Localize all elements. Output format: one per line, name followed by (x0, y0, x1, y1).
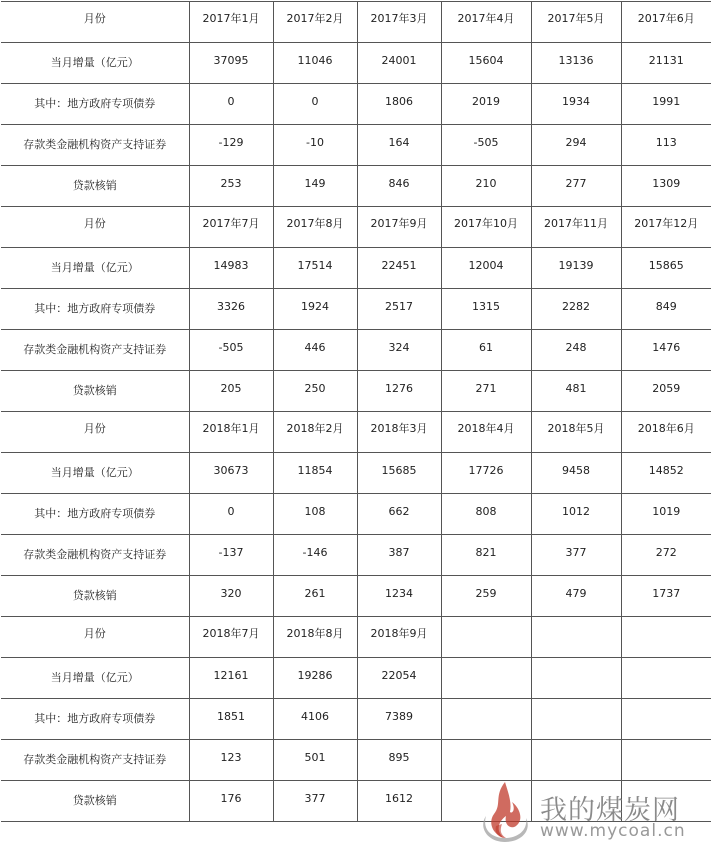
month-cell (441, 207, 531, 248)
value-cell (189, 699, 273, 740)
cell-value: 259 (475, 587, 497, 600)
value-cell (273, 125, 357, 166)
month-label: 2017年9月 (370, 217, 428, 230)
month-cell (531, 207, 621, 248)
value-cell (531, 453, 621, 494)
value-cell (357, 330, 441, 371)
value-cell (621, 699, 711, 740)
value-cell (621, 248, 711, 289)
cell-value: 1234 (385, 587, 413, 600)
table-row (1, 576, 711, 617)
row-label-cell (1, 289, 189, 330)
value-cell (189, 371, 273, 412)
cell-value: 61 (479, 341, 493, 354)
month-header-row (1, 2, 711, 43)
cell-value: -505 (473, 136, 499, 149)
month-header-row (1, 412, 711, 453)
cell-value: 387 (388, 546, 410, 559)
value-cell (357, 43, 441, 84)
cell-value: 1612 (385, 792, 413, 805)
cell-value: 1476 (652, 341, 681, 354)
month-header-row (1, 617, 711, 658)
table-row (1, 84, 711, 125)
table-row (1, 658, 711, 699)
cell-value: 808 (475, 505, 497, 518)
table-row (1, 289, 711, 330)
month-label: 2017年2月 (286, 12, 344, 25)
month-label: 2017年3月 (370, 12, 428, 25)
row-label: 其中：地方政府专项债券 (34, 507, 156, 520)
table-row (1, 453, 711, 494)
value-cell (621, 658, 711, 699)
value-cell (189, 453, 273, 494)
value-cell (441, 535, 531, 576)
cell-value: 108 (304, 505, 326, 518)
cell-value: 123 (220, 751, 242, 764)
flame-logo-icon (472, 776, 538, 846)
value-cell (189, 43, 273, 84)
cell-value: 271 (475, 382, 497, 395)
cell-value: -129 (218, 136, 244, 149)
row-label-cell (1, 535, 189, 576)
data-table (1, 1, 711, 822)
value-cell (189, 576, 273, 617)
cell-value: 662 (388, 505, 410, 518)
cell-value: 149 (304, 177, 326, 190)
value-cell (189, 166, 273, 207)
value-cell (531, 166, 621, 207)
value-cell (357, 371, 441, 412)
cell-value: 13136 (558, 54, 594, 67)
row-label-cell (1, 43, 189, 84)
value-cell (273, 699, 357, 740)
value-cell (621, 125, 711, 166)
month-cell (273, 617, 357, 658)
value-cell (189, 494, 273, 535)
row-label-cell (1, 2, 189, 43)
value-cell (273, 43, 357, 84)
month-cell (531, 412, 621, 453)
month-label: 2018年5月 (547, 422, 605, 435)
cell-value: 849 (655, 300, 677, 313)
value-cell (531, 494, 621, 535)
value-cell (531, 43, 621, 84)
value-cell (621, 576, 711, 617)
cell-value: 11854 (297, 464, 333, 477)
month-cell (189, 207, 273, 248)
month-cell (441, 2, 531, 43)
value-cell (357, 84, 441, 125)
month-cell (273, 412, 357, 453)
value-cell (441, 453, 531, 494)
cell-value: 19286 (297, 669, 333, 682)
cell-value: 22054 (381, 669, 417, 682)
value-cell (189, 658, 273, 699)
row-label-cell (1, 494, 189, 535)
month-cell (357, 2, 441, 43)
value-cell (621, 289, 711, 330)
value-cell (273, 576, 357, 617)
row-label: 月份 (83, 217, 106, 230)
month-cell (441, 412, 531, 453)
value-cell (273, 494, 357, 535)
month-label: 2017年6月 (637, 12, 695, 25)
cell-value: 821 (475, 546, 497, 559)
value-cell (531, 658, 621, 699)
row-label: 贷款核销 (72, 384, 117, 397)
month-label: 2017年12月 (634, 217, 699, 230)
month-cell (189, 412, 273, 453)
cell-value: 15865 (648, 259, 684, 272)
watermark-site-url: www.mycoal.cn (540, 821, 686, 841)
value-cell (441, 289, 531, 330)
table-row (1, 125, 711, 166)
table-row (1, 494, 711, 535)
cell-value: 1924 (301, 300, 329, 313)
cell-value: 1737 (652, 587, 681, 600)
row-label: 存款类金融机构资产支持证券 (23, 343, 167, 356)
cell-value: 3326 (217, 300, 245, 313)
row-label-cell (1, 330, 189, 371)
row-label: 存款类金融机构资产支持证券 (23, 548, 167, 561)
row-label: 存款类金融机构资产支持证券 (23, 753, 167, 766)
value-cell (621, 84, 711, 125)
cell-value (442, 740, 531, 751)
cell-value: 846 (388, 177, 410, 190)
month-cell (531, 2, 621, 43)
cell-value: 2282 (562, 300, 590, 313)
cell-value: 15604 (468, 54, 504, 67)
value-cell (357, 740, 441, 781)
cell-value (622, 699, 712, 710)
cell-value: 4106 (301, 710, 329, 723)
value-cell (273, 781, 357, 822)
month-cell (357, 617, 441, 658)
value-cell (621, 494, 711, 535)
month-label: 2018年4月 (457, 422, 515, 435)
row-label: 当月增量（亿元） (50, 56, 139, 69)
cell-value: 277 (565, 177, 587, 190)
cell-value: 7389 (385, 710, 413, 723)
value-cell (273, 658, 357, 699)
value-cell (441, 330, 531, 371)
cell-value: 21131 (648, 54, 684, 67)
cell-value (532, 658, 621, 669)
watermark-site-name: 我的煤炭网 (540, 795, 680, 826)
value-cell (189, 248, 273, 289)
value-cell (357, 453, 441, 494)
value-cell (531, 125, 621, 166)
row-label: 月份 (83, 627, 106, 640)
value-cell (441, 371, 531, 412)
cell-value: 30673 (213, 464, 249, 477)
cell-value: 895 (388, 751, 410, 764)
month-label: 2018年7月 (202, 627, 260, 640)
month-cell (357, 412, 441, 453)
month-label: 2017年10月 (454, 217, 518, 230)
value-cell (531, 535, 621, 576)
cell-value: 0 (227, 95, 235, 108)
row-label-cell (1, 658, 189, 699)
row-label: 贷款核销 (72, 589, 117, 602)
month-label: 2018年1月 (202, 422, 260, 435)
value-cell (357, 289, 441, 330)
cell-value: -146 (302, 546, 328, 559)
row-label-cell (1, 207, 189, 248)
table-row (1, 699, 711, 740)
month-label (622, 617, 712, 625)
value-cell (531, 289, 621, 330)
cell-value: 377 (304, 792, 326, 805)
row-label: 存款类金融机构资产支持证券 (23, 138, 167, 151)
cell-value: 1276 (385, 382, 413, 395)
value-cell (441, 248, 531, 289)
row-label-cell (1, 412, 189, 453)
cell-value: 14852 (648, 464, 684, 477)
cell-value: 1991 (652, 95, 681, 108)
cell-value: 37095 (213, 54, 249, 67)
cell-value: 481 (565, 382, 587, 395)
value-cell (357, 781, 441, 822)
month-label: 2017年11月 (544, 217, 608, 230)
month-label: 2017年7月 (202, 217, 260, 230)
value-cell (189, 289, 273, 330)
value-cell (441, 576, 531, 617)
cell-value: 2517 (385, 300, 413, 313)
value-cell (189, 740, 273, 781)
value-cell (273, 535, 357, 576)
value-cell (621, 166, 711, 207)
value-cell (441, 43, 531, 84)
cell-value: 324 (388, 341, 410, 354)
month-label (442, 617, 531, 625)
cell-value: 24001 (381, 54, 417, 67)
month-cell (621, 2, 711, 43)
value-cell (531, 248, 621, 289)
table-row (1, 371, 711, 412)
cell-value: 479 (565, 587, 587, 600)
month-label: 2018年6月 (637, 422, 695, 435)
month-label: 2018年3月 (370, 422, 428, 435)
value-cell (273, 330, 357, 371)
value-cell (273, 740, 357, 781)
value-cell (531, 84, 621, 125)
month-label: 2017年8月 (286, 217, 344, 230)
value-cell (357, 125, 441, 166)
value-cell (273, 84, 357, 125)
value-cell (273, 453, 357, 494)
table-row (1, 166, 711, 207)
row-label-cell (1, 699, 189, 740)
cell-value: 164 (388, 136, 410, 149)
value-cell (357, 576, 441, 617)
row-label: 当月增量（亿元） (50, 261, 139, 274)
row-label: 其中：地方政府专项债券 (34, 302, 156, 315)
cell-value (622, 740, 712, 751)
cell-value: -505 (218, 341, 244, 354)
value-cell (441, 84, 531, 125)
row-label-cell (1, 371, 189, 412)
row-label-cell (1, 453, 189, 494)
value-cell (357, 248, 441, 289)
value-cell (357, 699, 441, 740)
month-cell (531, 617, 621, 658)
cell-value: 1315 (472, 300, 500, 313)
value-cell (273, 289, 357, 330)
row-label-cell (1, 84, 189, 125)
cell-value: 11046 (297, 54, 333, 67)
row-label-cell (1, 740, 189, 781)
value-cell (357, 166, 441, 207)
table-row (1, 43, 711, 84)
row-label: 月份 (83, 422, 106, 435)
cell-value: 17726 (468, 464, 504, 477)
value-cell (189, 535, 273, 576)
value-cell (531, 576, 621, 617)
month-cell (273, 2, 357, 43)
cell-value: 1934 (562, 95, 590, 108)
month-label: 2017年4月 (457, 12, 515, 25)
value-cell (189, 330, 273, 371)
row-label-cell (1, 248, 189, 289)
cell-value: 210 (475, 177, 497, 190)
mycoal-watermark (468, 772, 713, 849)
row-label: 贷款核销 (72, 179, 117, 192)
cell-value: 250 (304, 382, 326, 395)
cell-value: 12161 (213, 669, 249, 682)
cell-value: 1851 (217, 710, 245, 723)
month-label: 2017年5月 (547, 12, 605, 25)
cell-value: 2019 (472, 95, 500, 108)
row-label: 当月增量（亿元） (50, 671, 139, 684)
row-label: 其中：地方政府专项债券 (34, 97, 156, 110)
row-label: 贷款核销 (72, 794, 117, 807)
value-cell (189, 84, 273, 125)
row-label-cell (1, 125, 189, 166)
table-row (1, 535, 711, 576)
cell-value: 12004 (468, 259, 504, 272)
cell-value: 1012 (562, 505, 590, 518)
month-cell (621, 412, 711, 453)
cell-value: 253 (220, 177, 242, 190)
value-cell (189, 125, 273, 166)
table-body (1, 2, 711, 822)
cell-value: 14983 (213, 259, 249, 272)
month-cell (273, 207, 357, 248)
month-label: 2017年1月 (202, 12, 260, 25)
month-label: 2018年9月 (370, 627, 428, 640)
month-cell (189, 617, 273, 658)
value-cell (441, 494, 531, 535)
cell-value: 0 (311, 95, 319, 108)
cell-value: 22451 (381, 259, 417, 272)
value-cell (621, 330, 711, 371)
value-cell (621, 453, 711, 494)
month-label: 2018年2月 (286, 422, 344, 435)
cell-value (532, 740, 621, 751)
cell-value (442, 658, 531, 669)
value-cell (441, 125, 531, 166)
value-cell (621, 535, 711, 576)
cell-value: 113 (655, 136, 677, 149)
cell-value (442, 699, 531, 710)
value-cell (441, 658, 531, 699)
month-header-row (1, 207, 711, 248)
month-cell (621, 207, 711, 248)
row-label-cell (1, 166, 189, 207)
value-cell (531, 699, 621, 740)
month-cell (189, 2, 273, 43)
value-cell (441, 166, 531, 207)
value-cell (273, 248, 357, 289)
cell-value: 377 (565, 546, 587, 559)
row-label-cell (1, 617, 189, 658)
row-label-cell (1, 576, 189, 617)
value-cell (531, 371, 621, 412)
cell-value: 15685 (381, 464, 417, 477)
table-row (1, 248, 711, 289)
cell-value: 9458 (562, 464, 590, 477)
cell-value (622, 658, 712, 669)
cell-value: 1806 (385, 95, 413, 108)
cell-value: 294 (565, 136, 587, 149)
cell-value: 272 (655, 546, 677, 559)
cell-value: 501 (304, 751, 326, 764)
month-label (532, 617, 621, 625)
cell-value (532, 699, 621, 710)
cell-value: 205 (220, 382, 242, 395)
month-cell (357, 207, 441, 248)
value-cell (357, 535, 441, 576)
value-cell (273, 166, 357, 207)
cell-value: 320 (220, 587, 242, 600)
value-cell (621, 43, 711, 84)
cell-value: 17514 (297, 259, 333, 272)
value-cell (357, 658, 441, 699)
cell-value: 1019 (652, 505, 681, 518)
row-label: 当月增量（亿元） (50, 466, 139, 479)
cell-value: 248 (565, 341, 587, 354)
cell-value: 0 (227, 505, 235, 518)
value-cell (273, 371, 357, 412)
value-cell (531, 330, 621, 371)
row-label: 月份 (83, 12, 106, 25)
cell-value: 1309 (652, 177, 681, 190)
row-label-cell (1, 781, 189, 822)
cell-value: 446 (304, 341, 326, 354)
cell-value: 2059 (652, 382, 681, 395)
month-cell (621, 617, 711, 658)
month-label: 2018年8月 (286, 627, 344, 640)
cell-value: 176 (220, 792, 242, 805)
value-cell (621, 371, 711, 412)
cell-value: -10 (306, 136, 324, 149)
cell-value: 19139 (558, 259, 594, 272)
cell-value: -137 (218, 546, 244, 559)
cell-value: 261 (304, 587, 326, 600)
value-cell (441, 699, 531, 740)
table-row (1, 330, 711, 371)
value-cell (357, 494, 441, 535)
month-cell (441, 617, 531, 658)
row-label: 其中：地方政府专项债券 (34, 712, 156, 725)
value-cell (189, 781, 273, 822)
